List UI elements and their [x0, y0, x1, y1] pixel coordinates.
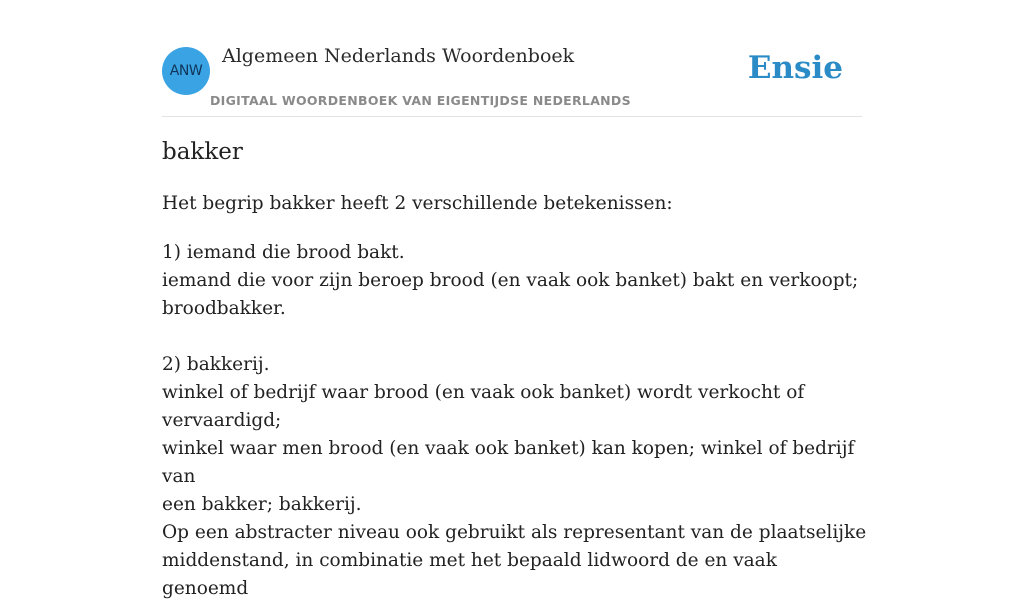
- site-subtitle: DIGITAAL WOORDENBOEK VAN EIGENTIJDSE NEDERLANDS: [210, 93, 631, 108]
- definition-line: iemand die voor zijn beroep brood (en vaak ook banket) bakt en verkoopt;: [162, 270, 859, 291]
- header: [162, 0, 862, 117]
- definition-line: winkel waar men brood (en vaak ook banket) kan kopen; winkel of bedrijf van: [162, 438, 855, 487]
- definition-heading: 2) bakkerij.: [162, 354, 270, 375]
- content-container: [162, 0, 867, 599]
- definition-1: [162, 239, 867, 323]
- definition-heading: 1) iemand die brood bakt.: [162, 242, 405, 263]
- definition-line: middenstand, in combinatie met het bepaald lidwoord de en vaak genoemd: [162, 550, 777, 599]
- anw-logo[interactable]: ANW: [162, 47, 210, 95]
- definition-line: een bakker; bakkerij.: [162, 494, 362, 515]
- site-title[interactable]: Algemeen Nederlands Woordenboek: [222, 45, 575, 67]
- ensie-logo[interactable]: Ensie: [747, 50, 843, 86]
- entry-word: bakker: [162, 139, 243, 165]
- entry-intro: Het begrip bakker heeft 2 verschillende betekenissen:: [162, 193, 673, 214]
- definition-line: winkel of bedrijf waar brood (en vaak ook banket) wordt verkocht of vervaardigd;: [162, 382, 805, 431]
- definition-line: broodbakker.: [162, 298, 286, 319]
- definition-2: [162, 351, 867, 603]
- definition-spacer: [162, 323, 867, 351]
- definition-line: Op een abstracter niveau ook gebruikt als representant van de plaatselijke: [162, 522, 867, 543]
- definitions-list: [162, 239, 867, 603]
